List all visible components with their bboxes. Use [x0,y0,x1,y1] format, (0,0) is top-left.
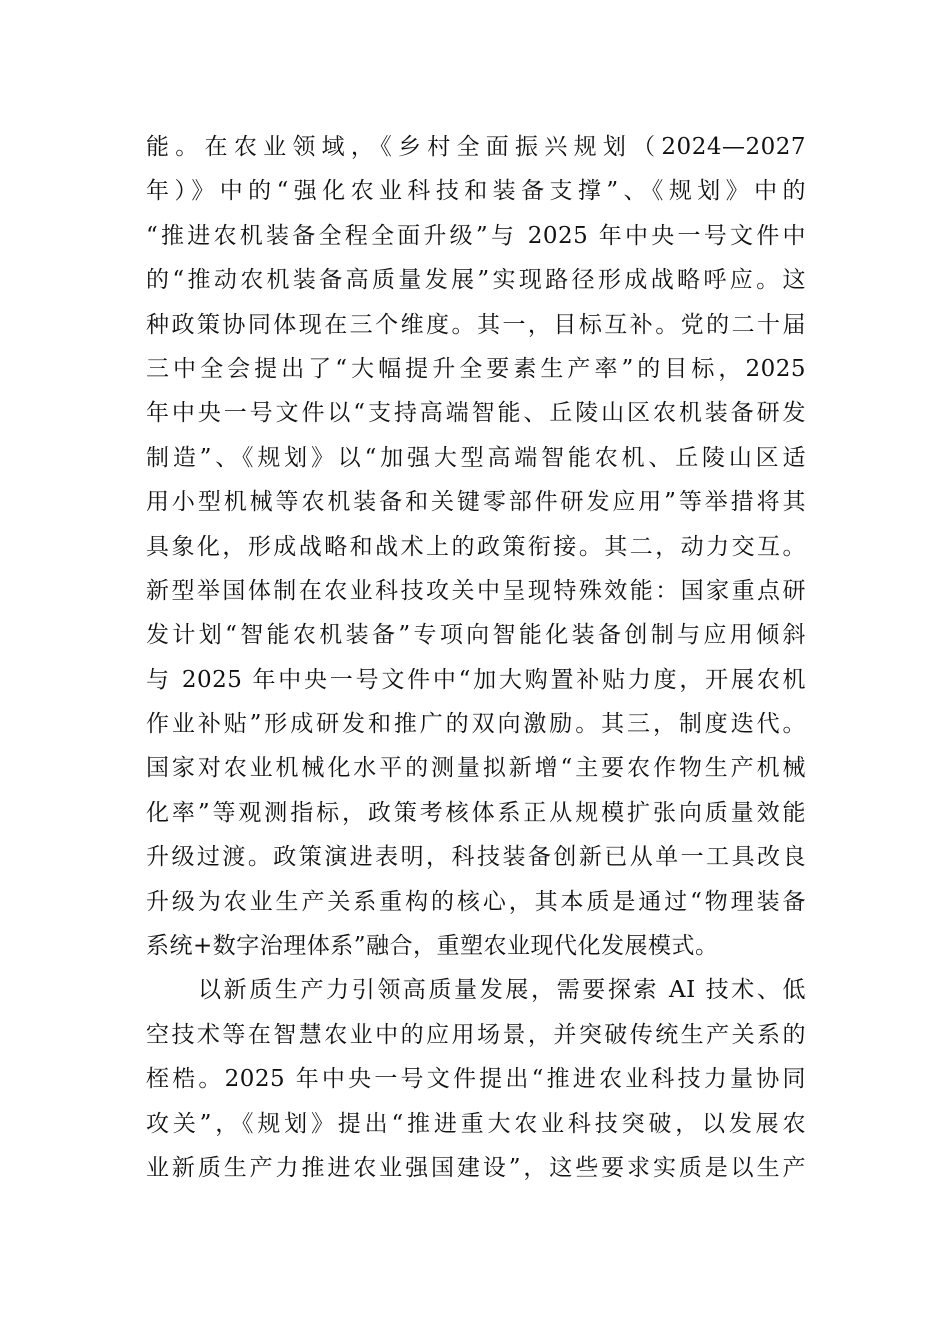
text-line: 业新质生产力推进农业强国建设”，这些要求实质是以生产 [146,1154,806,1181]
text-line: 升级过渡。政策演进表明，科技装备创新已从单一工具改良 [146,844,806,871]
text-line: 升级为农业生产关系重构的核心，其本质是通过“物理装备 [146,888,806,915]
text-line: 系统+数字治理体系”融合，重塑农业现代化发展模式。 [146,933,719,960]
body-text [146,125,806,1190]
text-line: 制造”、《规划》以“加强大型高端智能农机、丘陵山区适 [146,444,806,471]
text-line: 作业补贴”形成研发和推广的双向激励。其三，制度迭代。 [146,711,806,738]
text-line: 与 2025 年中央一号文件中“加大购置补贴力度，开展农机 [146,666,806,693]
text-line: 年）》中的“强化农业科技和装备支撑”、《规划》中的 [146,178,806,205]
text-line: 用小型机械等农机装备和关键零部件研发应用”等举措将其 [146,489,806,516]
text-line: 国家对农业机械化水平的测量拟新增“主要农作物生产机械 [146,755,806,782]
text-line: 年中央一号文件以“支持高端智能、丘陵山区农机装备研发 [146,400,806,427]
text-line: 化率”等观测指标，政策考核体系正从规模扩张向质量效能 [146,799,806,826]
text-line: “推进农机装备全程全面升级”与 2025 年中央一号文件中 [146,222,806,249]
paragraph-2 [146,968,806,1190]
text-line: 攻关”，《规划》提出“推进重大农业科技突破，以发展农 [146,1110,806,1137]
text-line: 种政策协同体现在三个维度。其一，目标互补。党的二十届 [146,311,806,338]
text-line: 桎梏。2025 年中央一号文件提出“推进农业科技力量协同 [146,1066,806,1093]
text-line: 的“推动农机装备高质量发展”实现路径形成战略呼应。这 [146,267,806,294]
text-line: 能。在农业领域，《乡村全面振兴规划（2024—2027 [146,134,806,160]
text-line: 发计划“智能农机装备”专项向智能化装备创制与应用倾斜 [146,622,806,649]
text-line: 以新质生产力引领高质量发展，需要探索 AI 技术、低 [198,977,806,1004]
text-line: 具象化，形成战略和战术上的政策衔接。其二，动力交互。 [146,533,806,560]
paragraph-1 [146,125,806,968]
text-line: 三中全会提出了“大幅提升全要素生产率”的目标，2025 [146,355,806,382]
text-line: 新型举国体制在农业科技攻关中呈现特殊效能：国家重点研 [146,577,806,604]
text-line: 空技术等在智慧农业中的应用场景，并突破传统生产关系的 [146,1021,806,1048]
